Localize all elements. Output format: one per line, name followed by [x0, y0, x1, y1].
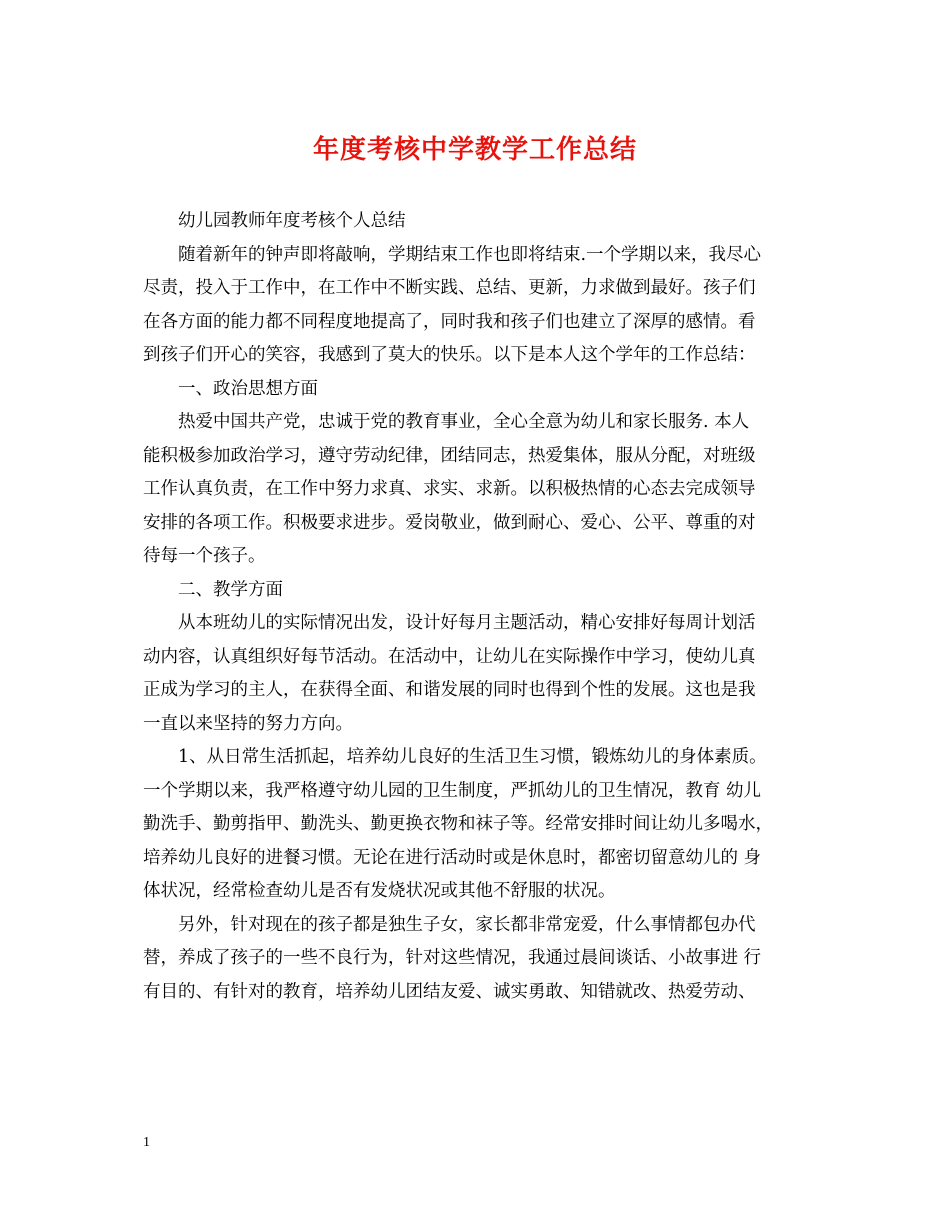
- text-line: 另外，针对现在的孩子都是独生子女，家长都非常宠爱，什么事情都包办代: [178, 914, 756, 935]
- document-title: 年度考核中学教学工作总结: [312, 135, 637, 165]
- text-line: 随着新年的钟声即将敲响，学期结束工作也即将结束.一个学期以来，我尽心: [178, 244, 762, 265]
- text-line: 待每一个孩子。: [143, 546, 266, 566]
- text-line: 正成为学习的主人，在获得全面、和谐发展的同时也得到个性的发展。这也是我: [143, 680, 756, 700]
- text-line: 幼儿园教师年度考核个人总结: [178, 211, 406, 231]
- text-line: 动内容，认真组织好每节活动。在活动中，让幼儿在实际操作中学习，使幼儿真: [143, 646, 756, 667]
- text-line: 培养幼儿良好的进餐习惯。无论在进行活动时或是休息时，都密切留意幼儿的 身: [143, 847, 762, 868]
- text-line: 替，养成了孩子的一些不良行为，针对这些情况，我通过晨间谈话、小故事进 行: [143, 948, 762, 968]
- text-line: 能积极参加政治学习，遵守劳动纪律，团结同志，热爱集体，服从分配，对班级: [143, 445, 756, 466]
- section-heading: 二、教学方面: [178, 579, 283, 600]
- text-line: 从本班幼儿的实际情况出发，设计好每月主题活动，精心安排好每周计划活: [178, 613, 756, 633]
- text-line: 勤洗手、勤剪指甲、勤洗头、勤更换衣物和袜子等。经常安排时间让幼儿多喝水，: [143, 814, 773, 834]
- text-line: 一直以来坚持的努力方向。: [143, 713, 353, 734]
- text-line: 1、从日常生活抓起，培养幼儿良好的生活卫生习惯，锻炼幼儿的身体素质。: [178, 747, 767, 767]
- document-body: [143, 205, 803, 1009]
- text-line: 体状况，经常检查幼儿是否有发烧状况或其他不舒服的状况。: [143, 881, 616, 901]
- text-line: 尽责，投入于工作中，在工作中不断实践、总结、更新，力求做到最好。孩子们: [143, 278, 756, 298]
- text-line: 到孩子们开心的笑容，我感到了莫大的快乐。以下是本人这个学年的工作总结：: [143, 345, 756, 365]
- text-line: 安排的各项工作。积极要求进步。爱岗敬业，做到耐心、爱心、公平、尊重的对: [143, 512, 756, 533]
- text-line: 工作认真负责，在工作中努力求真、求实、求新。以积极热情的心态去完成领导: [143, 479, 756, 499]
- text-line: 热爱中国共产党，忠诚于党的教育事业，全心全意为幼儿和家长服务. 本人: [178, 412, 750, 432]
- text-line: 有目的、有针对的教育，培养幼儿团结友爱、诚实勇敢、知错就改、热爱劳动、: [143, 981, 756, 1002]
- text-line: 一个学期以来，我严格遵守幼儿园的卫生制度，严抓幼儿的卫生情况，教育 幼儿: [143, 780, 762, 801]
- section-heading: 一、政治思想方面: [178, 378, 318, 399]
- page-number: 1: [143, 1135, 150, 1150]
- text-line: 在各方面的能力都不同程度地提高了，同时我和孩子们也建立了深厚的感情。看: [143, 311, 756, 332]
